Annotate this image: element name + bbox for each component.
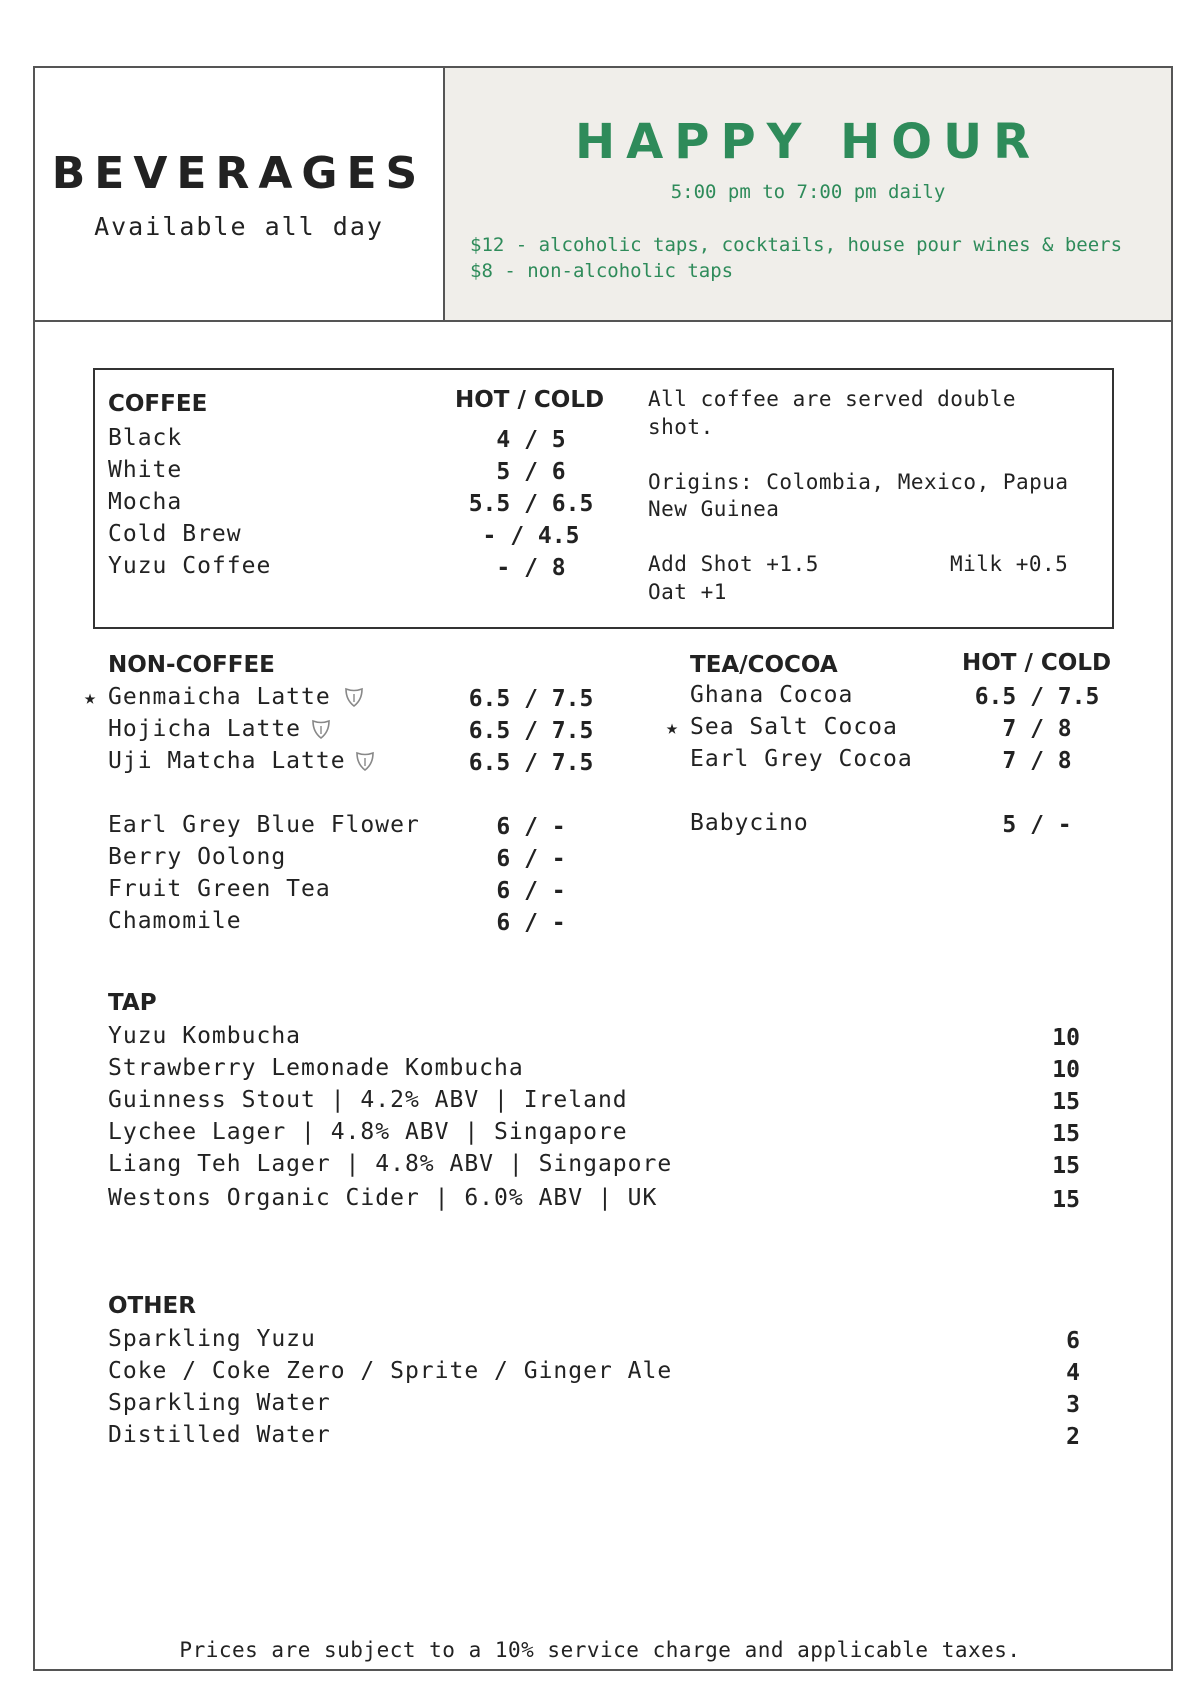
coffee-heading: COFFEE: [108, 391, 208, 417]
beverages-header: [35, 68, 445, 320]
tap-item-price: 15: [1052, 1187, 1080, 1213]
service-charge-note: Prices are subject to a 10% service charge and applicable taxes.: [179, 1638, 1021, 1662]
non-coffee-item-name: Berry Oolong: [108, 844, 287, 870]
tea-cocoa-heading: TEA/COCOA: [690, 652, 838, 678]
other-item-name: Sparkling Yuzu: [108, 1326, 316, 1352]
tea-cocoa-item-price: 7 / 8: [1002, 716, 1072, 742]
coffee-item-price: - / 8: [496, 555, 566, 581]
tea-cocoa-price-heading: HOT / COLD: [962, 650, 1112, 676]
other-heading: OTHER: [108, 1293, 196, 1319]
tea-cocoa-item-name: Ghana Cocoa: [690, 682, 854, 708]
non-coffee-item-price: 6 / -: [496, 910, 566, 936]
other-item-name: Coke / Coke Zero / Sprite / Ginger Ale: [108, 1358, 673, 1384]
other-item-price: 3: [1066, 1392, 1080, 1418]
tap-item-name: Guinness Stout | 4.2% ABV | Ireland: [108, 1087, 628, 1113]
vegan-leaf-icon: [343, 686, 365, 708]
other-item-price: 6: [1066, 1328, 1080, 1354]
happy-hour-title: HAPPY HOUR: [574, 114, 1042, 170]
happy-hour-time: 5:00 pm to 7:00 pm daily: [670, 181, 946, 203]
tap-item-name: Yuzu Kombucha: [108, 1023, 302, 1049]
coffee-price-heading: HOT / COLD: [455, 387, 605, 413]
other-item-price: 2: [1066, 1424, 1080, 1450]
tap-item-name: Lychee Lager | 4.8% ABV | Singapore: [108, 1119, 628, 1145]
coffee-note-line-2: shot.: [648, 415, 714, 439]
milk-option: Milk +0.5: [950, 552, 1069, 576]
vegan-leaf-icon: [310, 718, 332, 740]
tap-item-price: 15: [1052, 1153, 1080, 1179]
non-coffee-item-name: Earl Grey Blue Flower: [108, 812, 420, 838]
other-item-name: Distilled Water: [108, 1422, 331, 1448]
non-coffee-item-name: Fruit Green Tea: [108, 876, 331, 902]
non-coffee-item-price: 6 / -: [496, 846, 566, 872]
happy-hour-line-1: $12 - alcoholic taps, cocktails, house pour wines & beers: [470, 234, 1123, 256]
tap-item-name: Westons Organic Cider | 6.0% ABV | UK: [108, 1185, 658, 1211]
coffee-item-name: White: [108, 457, 183, 483]
oat-option: Oat +1: [648, 580, 727, 604]
coffee-origins-line-1: Origins: Colombia, Mexico, Papua: [648, 470, 1069, 494]
coffee-item-price: 4 / 5: [496, 427, 566, 453]
tap-item-price: 15: [1052, 1089, 1080, 1115]
star-icon: ★: [84, 685, 97, 709]
non-coffee-item-name: Genmaicha Latte: [108, 684, 331, 710]
coffee-item-name: Cold Brew: [108, 521, 242, 547]
coffee-origins-line-2: New Guinea: [648, 497, 780, 521]
coffee-item-price: 5 / 6: [496, 459, 566, 485]
non-coffee-heading: NON-COFFEE: [108, 652, 275, 678]
non-coffee-item-price: 6.5 / 7.5: [468, 686, 594, 712]
coffee-item-price: - / 4.5: [482, 523, 580, 549]
tea-cocoa-item-name: Babycino: [690, 810, 809, 836]
beverages-title: BEVERAGES: [51, 148, 427, 199]
non-coffee-item-name: Chamomile: [108, 908, 242, 934]
coffee-note-line-1: All coffee are served double: [648, 387, 1017, 411]
non-coffee-item-price: 6.5 / 7.5: [468, 718, 594, 744]
tap-item-price: 15: [1052, 1121, 1080, 1147]
menu-header: [35, 68, 1171, 322]
non-coffee-item-name: Uji Matcha Latte: [108, 748, 346, 774]
non-coffee-item-name: Hojicha Latte: [108, 716, 302, 742]
coffee-item-name: Mocha: [108, 489, 183, 515]
beverages-subtitle: Available all day: [94, 212, 384, 241]
tap-heading: TAP: [108, 990, 157, 1016]
tea-cocoa-item-price: 7 / 8: [1002, 748, 1072, 774]
tea-cocoa-item-name: Sea Salt Cocoa: [690, 714, 898, 740]
non-coffee-item-price: 6 / -: [496, 878, 566, 904]
tea-cocoa-item-name: Earl Grey Cocoa: [690, 746, 913, 772]
happy-hour-line-2: $8 - non-alcoholic taps: [470, 260, 734, 282]
coffee-item-price: 5.5 / 6.5: [468, 491, 594, 517]
tea-cocoa-item-price: 5 / -: [1002, 812, 1072, 838]
other-item-name: Sparkling Water: [108, 1390, 331, 1416]
tea-cocoa-item-price: 6.5 / 7.5: [974, 684, 1100, 710]
add-shot-option: Add Shot +1.5: [648, 552, 819, 576]
tap-item-name: Strawberry Lemonade Kombucha: [108, 1055, 524, 1081]
star-icon: ★: [666, 715, 679, 739]
non-coffee-item-price: 6 / -: [496, 814, 566, 840]
other-item-price: 4: [1066, 1360, 1080, 1386]
coffee-item-name: Black: [108, 425, 183, 451]
coffee-item-name: Yuzu Coffee: [108, 553, 272, 579]
non-coffee-item-price: 6.5 / 7.5: [468, 750, 594, 776]
tap-item-price: 10: [1052, 1057, 1080, 1083]
tap-item-name: Liang Teh Lager | 4.8% ABV | Singapore: [108, 1151, 673, 1177]
vegan-leaf-icon: [354, 750, 376, 772]
happy-hour-panel: [445, 68, 1171, 320]
tap-item-price: 10: [1052, 1025, 1080, 1051]
